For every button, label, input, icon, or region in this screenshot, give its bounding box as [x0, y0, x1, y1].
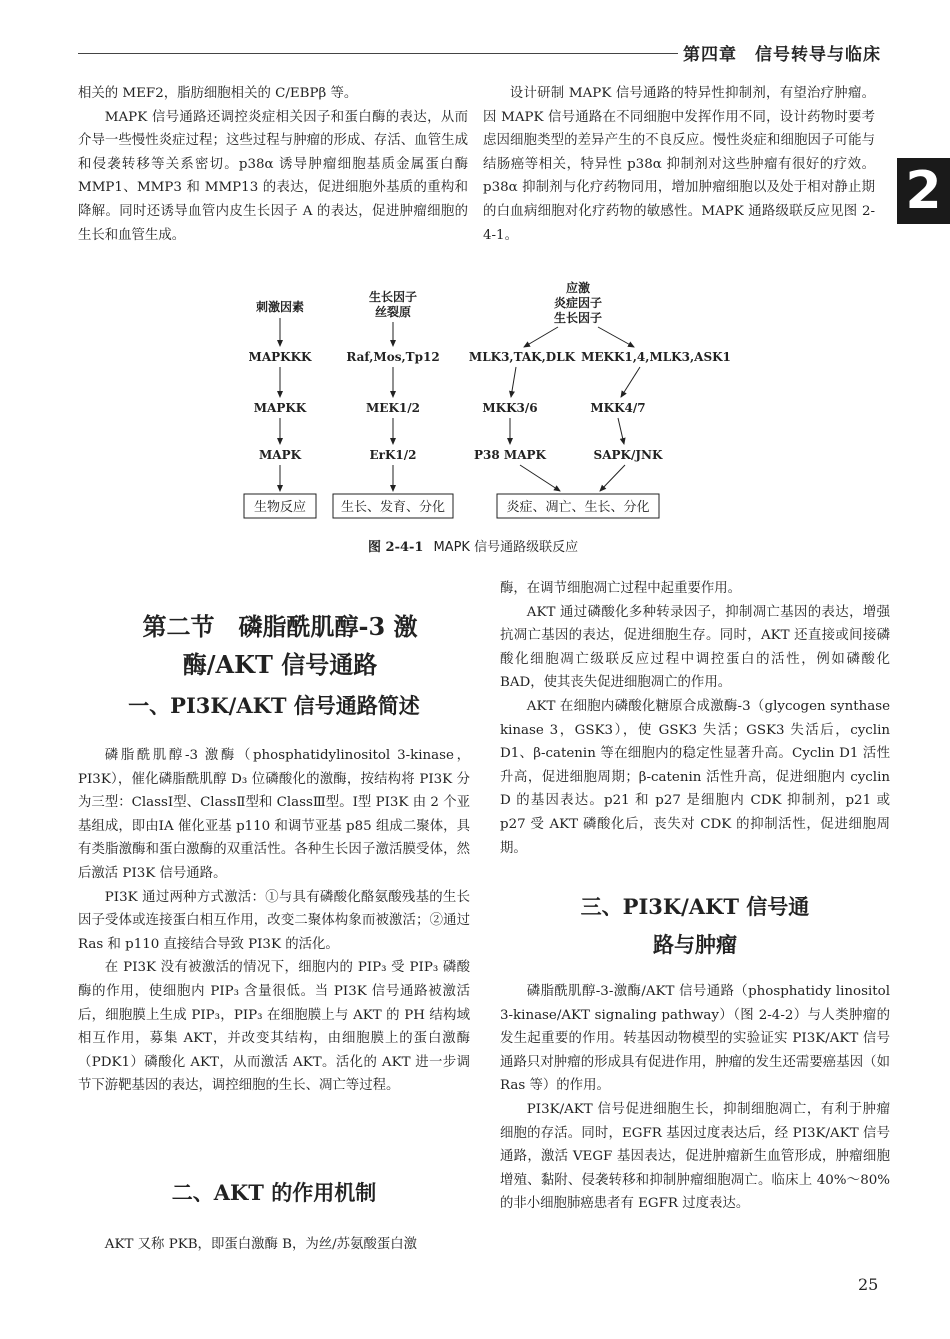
col34-stimulus-line3: 生长因子	[553, 311, 603, 325]
col1-mapkk: MAPKK	[253, 401, 307, 415]
section-title-line2: 酶/AKT 信号通路	[182, 650, 378, 679]
col3-mlk3-tak-dlk: MLK3,TAK,DLK	[468, 350, 576, 364]
figure-caption	[368, 536, 578, 555]
paragraph: 设计研制 MAPK 信号通路的特异性抑制剂，有望治疗肿瘤。因 MAPK 信号通路在不同细胞中发挥作用不同，设计药物时要考虑因细胞类型的差异产生的不良反应。慢性炎症和细胞因子可能与结肠癌等相关，特异性 p38α 抑制剂对这些肿瘤有很好的疗效。p38α 抑制剂与化疗药物同用，增加肿瘤细胞以及处于相对静止期的白血病细胞对化疗药物的敏感性。MAPK 通路级联反应见图 2-4-1。	[483, 86, 875, 243]
subsection-3-title-line2: 路与肿瘤	[653, 932, 737, 957]
chapter-tab: 2	[897, 158, 950, 224]
paragraph: PI3K/AKT 信号促进细胞生长，抑制细胞凋亡，有利于肿瘤细胞的存活。同时，EGFR 基因过度表达后，经 PI3K/AKT 信号通路，激活 VEGF 基因表达，促进肿瘤新生血管形成，肿瘤细胞增殖、黏附、侵袭转移和抑制肿瘤细胞凋亡。临床上 40%～80% 的非小细胞肺癌患者有 EGFR 过度表达。	[500, 1101, 890, 1212]
subsection-3-body	[500, 980, 890, 1216]
subsection-3-title	[500, 888, 890, 964]
subsection-3-title-line1: 三、PI3K/AKT 信号通	[580, 894, 810, 919]
col4-mekk-mlk3-ask1: MEKK1,4,MLK3,ASK1	[581, 350, 731, 364]
bottom-right-column	[500, 577, 890, 860]
subsection-2-body	[78, 1233, 470, 1257]
paragraph: MAPK 信号通路还调控炎症相关因子和蛋白酶的表达，从而介导一些慢性炎症过程；这些过程与肿瘤的形成、存活、血管生成和侵袭转移等关系密切。p38α 诱导肿瘤细胞基质金属蛋白酶 MMP1、MMP3 和 MMP13 的表达，促进细胞外基质的重构和降解。同时还诱导血管内皮生长因子 A 的表达，促进肿瘤细胞的生长和血管生成。	[78, 109, 468, 243]
col1-outcome: 生物反应	[253, 500, 307, 515]
figure-caption-number: 图 2-4-1	[368, 540, 424, 555]
col1-stimulus: 刺激因素	[255, 300, 305, 314]
col4-mkk47: MKK4/7	[590, 401, 646, 415]
section-title-line1: 第二节 磷脂酰肌醇-3 激	[142, 612, 418, 641]
col34-stimulus-line2: 炎症因子	[553, 296, 603, 310]
col34-stimulus-line1: 应激	[565, 281, 591, 295]
chapter-header: 第四章 信号转导与临床	[683, 45, 881, 65]
paragraph: 磷脂酰肌醇-3 激酶（phosphatidylinositol 3-kinase，PI3K），催化磷脂酰肌醇 D₃ 位磷酸化的激酶，按结构将 PI3K 分为三型：ClassⅠ型、ClassⅡ型和 ClassⅢ型。Ⅰ型 PI3K 由 2 个亚基组成，即由ⅠA 催化亚基 p110 和调节亚基 p85 组成二聚体，具有类脂激酶和蛋白激酶的双重活性。各种生长因子激活膜受体，然后激活 PI3K 信号通路。	[78, 748, 470, 881]
paragraph: 相关的 MEF2，脂肪细胞相关的 C/EBPβ 等。	[78, 86, 358, 101]
col3-mkk36: MKK3/6	[482, 401, 538, 415]
col2-mek12: MEK1/2	[366, 401, 420, 415]
col4-sapk-jnk: SAPK/JNK	[593, 448, 663, 462]
paragraph: AKT 在细胞内磷酸化糖原合成激酶-3（glycogen synthase kinase 3，GSK3），使 GSK3 失活；GSK3 失活后，cyclin D1、β-catenin 等在细胞内的稳定性显著升高。Cyclin D1 活性升高，促进细胞周期；β-catenin 活性升高，促进细胞内 cyclin D 的基因表达。p21 和 p27 是细胞内 CDK 抑制剂，p21 或 p27 受 AKT 磷酸化后，丧失对 CDK 的抑制活性，促进细胞周期。	[500, 698, 890, 856]
col1-mapk: MAPK	[258, 448, 302, 462]
bottom-left-column	[78, 744, 470, 1098]
subsection-1-title: 一、PI3K/AKT 信号通路简述	[128, 693, 420, 718]
paragraph: AKT 又称 PKB，即蛋白激酶 B，为丝/苏氨酸蛋白激	[104, 1237, 418, 1252]
col34-outcome: 炎症、凋亡、生长、分化	[506, 500, 650, 515]
col1-mapkkk: MAPKKK	[248, 350, 312, 364]
col2-stimulus-line2: 丝裂原	[374, 305, 412, 319]
page-number: 25	[858, 1275, 879, 1294]
col2-erk12: ErK1/2	[369, 448, 417, 462]
paragraph: PI3K 通过两种方式激活：①与具有磷酸化酪氨酸残基的生长因子受体或连接蛋白相互作用，改变二聚体构象而被激活；②通过 Ras 和 p110 直接结合导致 PI3K 的活化。	[78, 889, 470, 952]
paragraph: 在 PI3K 没有被激活的情况下，细胞内的 PIP₃ 受 PIP₃ 磷酸酶的作用，使细胞内 PIP₃ 含量很低。当 PI3K 信号通路被激活后，细胞膜上生成 PIP₃，PIP₃ 在细胞膜上与 AKT 的 PH 结构域相互作用，募集 AKT，并改变其结构，由细胞膜上的蛋白激酶（PDK1）磷酸化 AKT，从而激活 AKT。活化的 AKT 进一步调节下游靶基因的表达，调控细胞的生长、凋亡等过程。	[78, 960, 470, 1094]
col2-stimulus-line1: 生长因子	[368, 290, 418, 304]
col3-p38-mapk: P38 MAPK	[474, 448, 546, 462]
col2-raf-mos-tp12: Raf,Mos,Tp12	[346, 350, 440, 364]
paragraph: AKT 通过磷酸化多种转录因子，抑制凋亡基因的表达，增强抗凋亡基因的表达，促进细胞生存。同时，AKT 还直接或间接磷酸化细胞凋亡级联反应过程中调控蛋白的活性，例如磷酸化 BAD，使其丧失促进细胞凋亡的作用。	[500, 604, 890, 691]
figure-caption-text: MAPK 信号通路级联反应	[433, 540, 579, 555]
col2-outcome: 生长、发育、分化	[340, 500, 446, 515]
subsection-2-title: 二、AKT 的作用机制	[171, 1180, 377, 1205]
mapk-cascade-figure	[0, 0, 950, 560]
section-title	[110, 608, 450, 684]
paragraph: 磷脂酰肌醇-3-激酶/AKT 信号通路（phosphatidy linositol 3-kinase/AKT signaling pathway）（图 2-4-2）与人类肿瘤的发生起重要的作用。转基因动物模型的实验证实 PI3K/AKT 信号通路只对肿瘤的形成具有促进作用，肿瘤的发生还需要癌基因（如 Ras 等）的作用。	[500, 984, 890, 1094]
paragraph: 酶，在调节细胞凋亡过程中起重要作用。	[500, 581, 742, 596]
